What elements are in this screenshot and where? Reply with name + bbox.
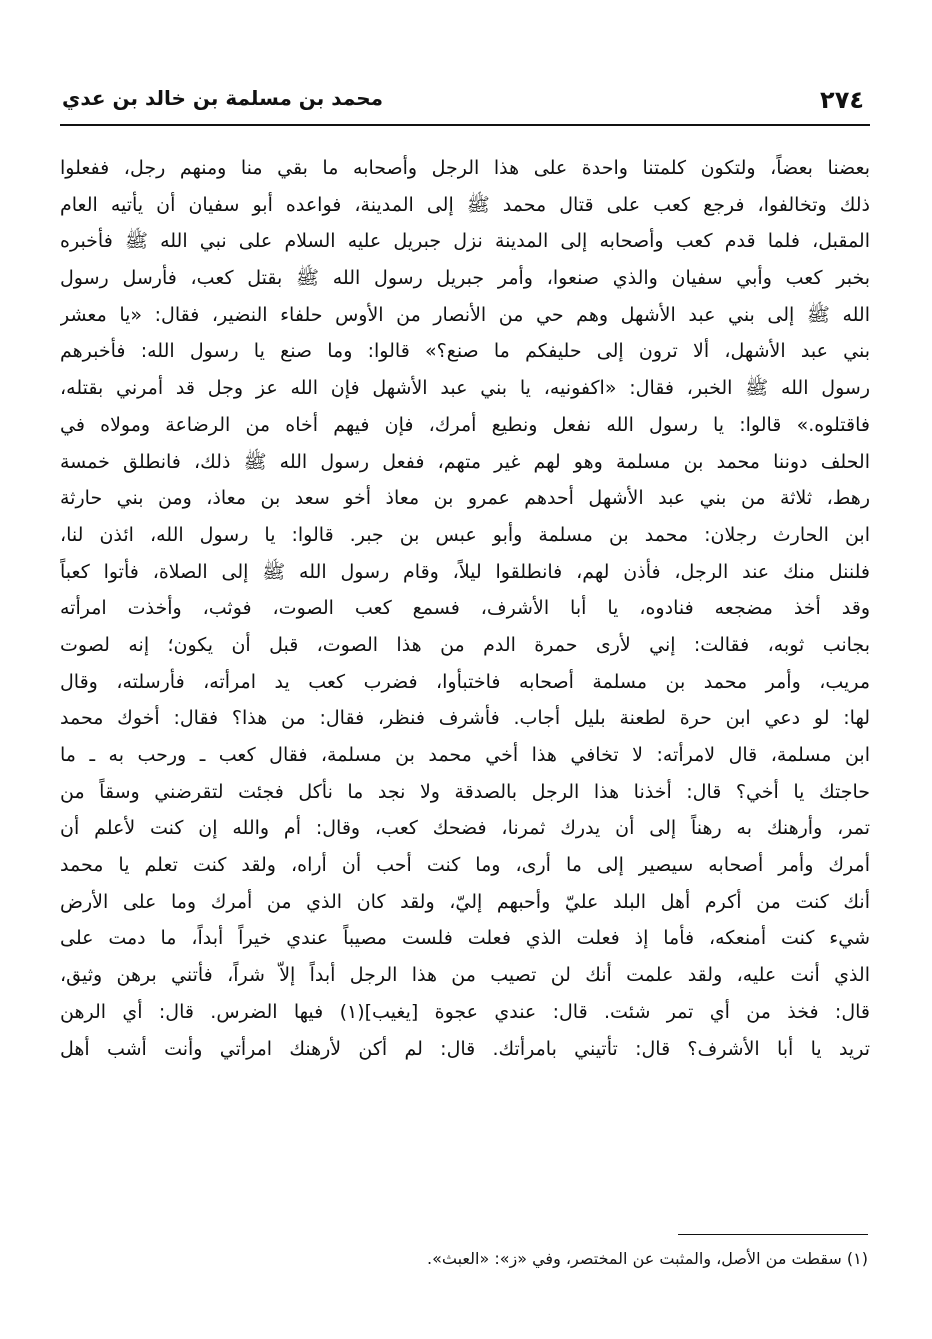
- text-line: بخبر كعب وأبي سفيان والذي صنعوا، وأمر جبريل رسول الله ﷺ بقتل كعب، فأرسل رسول: [60, 267, 870, 290]
- text-line: الله ﷺ إلى بني عبد الأشهل وهم حي من الأنصار من الأوس حلفاء النضير، فقال: «يا معشر: [60, 303, 870, 326]
- footnote-divider: [678, 1234, 868, 1235]
- text-line: بجانب ثوبه، فقالت: إني لأرى حمرة الدم من هذا الصوت، قبل أن يكون؛ إنه لصوت: [60, 633, 870, 656]
- text-line: المقبل، فلما قدم كعب وأصحابه إلى المدينة نزل جبريل عليه السلام على نبي الله ﷺ فأخبره: [60, 230, 870, 253]
- text-line: قال: فخذ من أي تمر شئت. قال: عندي عجوة [يغيب](١) فيها الضرس. قال: أي الرهن: [60, 1000, 870, 1023]
- body-text: [60, 150, 870, 1067]
- footnote: (١) سقطت من الأصل، والمثبت عن المختصر، وفي «ز»: «العبث».: [426, 1249, 868, 1268]
- header-divider: [60, 124, 870, 126]
- text-line: شيء كنت أمنعكه، فأما إذ فعلت الذي فعلت فلست مصيباً عندي خيراً أبداً، ما دمت على: [60, 927, 870, 950]
- text-line: تريد يا أبا الأشرف؟ قال: تأتيني بامرأتك. قال: لم أكن لأرهنك امرأتي وأنت أشب أهل: [60, 1037, 870, 1060]
- text-line: مريب، وأمر محمد بن مسلمة أصحابه فاختبأوا، فضرب كعب يد امرأته، فأرسلته، وقال: [60, 670, 870, 693]
- text-line: حاجتك يا أخي؟ قال: أخذنا هذا الرجل بالصدقة ولا نجد ما نأكل فجئت لتقرضني وسقاً من: [60, 780, 870, 803]
- text-line: ابن مسلمة، قال لامرأته: لا تخافي هذا أخي محمد بن مسلمة، فقال كعب ـ ورحب به ـ ما: [60, 744, 870, 766]
- text-line: وقد أخذ مضجعه فنادوه، يا أبا الأشرف، فسمع كعب الصوت، فوثب، وأخذت امرأته: [60, 597, 870, 620]
- text-line: أنك كنت من أكرم أهل البلد عليّ وأحبهم إليّ، ولقد كان الذي من أمرك وما على الأرض: [60, 890, 870, 913]
- text-line: رهط، ثلاثة من بني عبد الأشهل أحدهم عمرو بن معاذ أخو سعد بن معاذ، ومن بني حارثة: [60, 487, 870, 510]
- text-line: ابن الحارث رجلان: محمد بن مسلمة وأبو عبس بن جبر. قالوا: يا رسول الله، ائذن لنا،: [60, 523, 870, 546]
- text-line: لها: لو دعي ابن حرة لطعنة بليل أجاب. فأشرف فنظر، فقال: من هذا؟ فقال: أخوك محمد: [60, 707, 870, 730]
- running-title: محمد بن مسلمة بن خالد بن عدي: [62, 86, 384, 110]
- text-line: الحلف دوننا محمد بن مسلمة وهو لهم غير متهم، ففعل رسول الله ﷺ ذلك، فانطلق خمسة: [60, 450, 870, 473]
- text-line: ذلك وتخالفوا، فرجع كعب على قتال محمد ﷺ إلى المدينة، فواعده أبو سفيان أن يأتيه العام: [60, 193, 870, 216]
- text-line: الذي أنت عليه، ولقد علمت أنك لن تصيب من هذا الرجل أبداً إلاّ شراً، فأتني برهن وثيق،: [60, 964, 870, 987]
- text-line: أمرك وأمر أصحابه سيصير إلى ما أرى، وما كنت أحب أن أراه، ولقد كنت تعلم يا محمد: [60, 854, 870, 877]
- text-line: بني عبد الأشهل، ألا ترون إلى حليفكم ما صنع؟» قالوا: وما صنع يا رسول الله: فأخبرهم: [60, 340, 870, 363]
- page-number: ٢٧٤: [820, 86, 864, 114]
- text-line: فاقتلوه.» قالوا: يا رسول الله نفعل ونطيع أمرك، فإن فيهم أخاه من الرضاعة ومولاه في: [60, 413, 870, 436]
- page-header: [62, 82, 868, 122]
- text-line: بعضنا بعضاً، ولتكون كلمتنا واحدة على هذا الرجل وأصحابه ما بقي منا ومنهم رجل، ففعلوا: [60, 157, 870, 179]
- text-line: تمر، وأرهنك به رهناً إلى أن يدرك ثمرنا، فضحك كعب، وقال: أم والله إن كنت لأعلم أن: [60, 817, 870, 840]
- text-line: فلننل منك عند الرجل، فأذن لهم، فانطلقوا ليلاً، وقام رسول الله ﷺ إلى الصلاة، فأتوا كعباً: [60, 560, 870, 583]
- text-line: رسول الله ﷺ الخبر، فقال: «اكفونيه، يا بني عبد الأشهل فإن الله عز وجل قد أمرني بقتله،: [60, 377, 870, 400]
